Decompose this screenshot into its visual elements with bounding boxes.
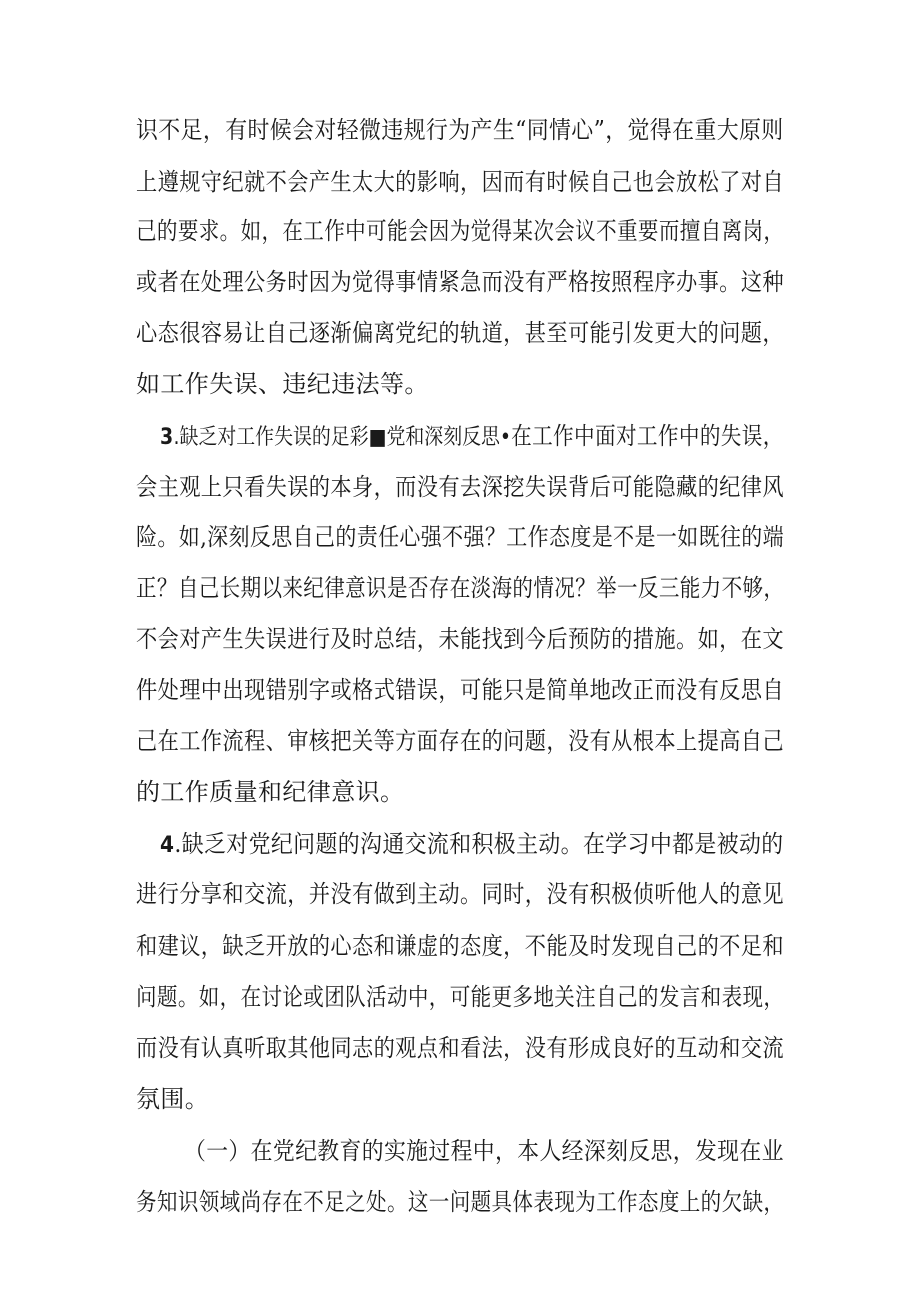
text-line: 险。如,深刻反思自己的责任心强不强？工作态度是不是一如既往的端 (136, 523, 785, 551)
text-line: 或者在处理公务时因为觉得事情紧急而没有严格按照程序办事。这种 (136, 268, 784, 296)
text-line (160, 827, 784, 863)
text-line: 氛围。 (136, 1085, 210, 1113)
text-line: 如工作失误、违纪违法等。 (136, 370, 429, 398)
text-line: 不会对产生失误进行及时总结，未能找到今后预防的措施。如，在文 (136, 625, 784, 653)
text-line: 进行分享和交流，并没有做到主动。同时，没有积极侦听他人的意见 (136, 880, 784, 908)
item-number: 4 (160, 833, 175, 858)
text-line: 务知识领域尚存在不足之处。这一问题具体表现为工作态度上的欠缺， (136, 1188, 785, 1216)
text-line: 心态很容易让自己逐渐偏离党纪的轨道，甚至可能引发更大的问题， (136, 319, 784, 347)
text-line: 件处理中出现错别字或格式错误，可能只是简单地改正而没有反思自 (136, 676, 784, 704)
item-heading: .缺乏对工作失误的足彩■党和深刻反思• (173, 425, 512, 450)
text-line: 上遵规守纪就不会产生太大的影响，因而有时候自己也会放松了对自 (136, 168, 784, 196)
text-line: 己在工作流程、审核把关等方面存在的问题，没有从根本上提高自己 (136, 727, 784, 755)
text-line: （一）在党纪教育的实施过程中，本人经深刻反思，发现在业 (184, 1137, 784, 1165)
text-line (160, 419, 784, 455)
text-line: 问题。如，在讨论或团队活动中，可能更多地关注自己的发言和表现， (136, 983, 785, 1011)
text-line: 会主观上只看失误的本身，而没有去深挖失误背后可能隐藏的纪律风 (136, 473, 784, 501)
text-line: 正？自己长期以来纪律意识是否存在淡海的情况？举一反三能力不够， (136, 574, 785, 602)
text-line: 而没有认真听取其他同志的观点和看法，没有形成良好的互动和交流 (136, 1034, 784, 1062)
item-text: .缺乏对党纪问题的沟通交流和积极主动。在学习中都是被动的 (174, 830, 784, 858)
item-number: 3 (160, 425, 174, 450)
item-text: 在工作中面对工作中的失误， (511, 422, 784, 450)
text-line: 己的要求。如，在工作中可能会因为觉得某次会议不重要而擅自离岗， (136, 217, 785, 245)
text-line: 的工作质量和纪律意识。 (136, 778, 405, 806)
text-line: 和建议，缺乏开放的心态和谦虚的态度，不能及时发现自己的不足和 (136, 932, 784, 960)
text-line: 识不足，有时候会对轻微违规行为产生“同情心”，觉得在重大原则 (136, 116, 784, 144)
